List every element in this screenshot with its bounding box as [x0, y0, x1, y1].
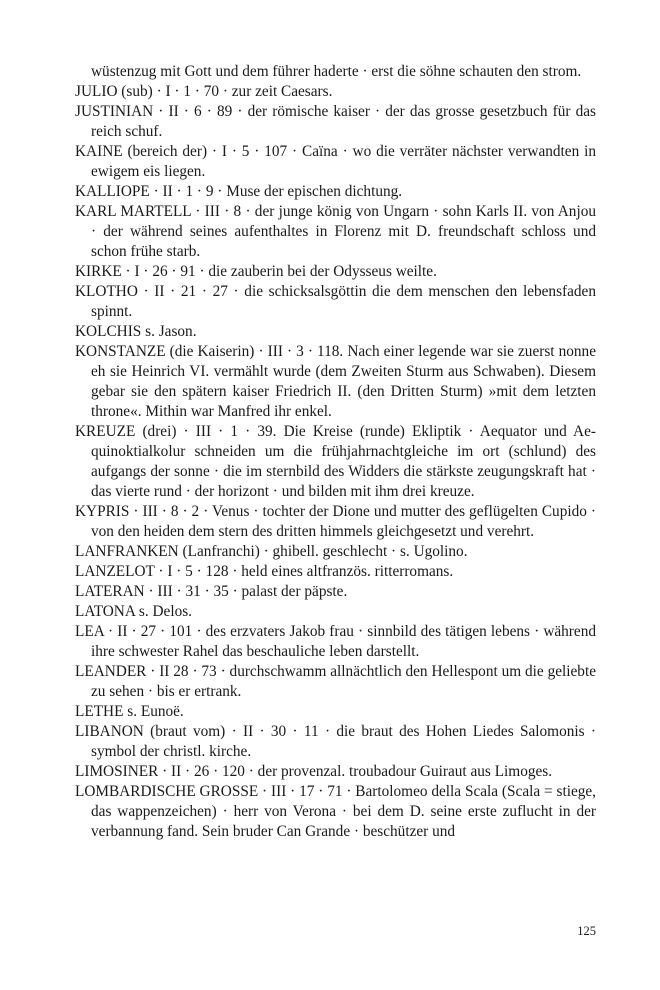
glossary-entry-kirke: KIRKE · I · 26 · 91 · die zauberin bei der Odysseus weilte.	[75, 263, 437, 280]
glossary-entry-lanzelot: LANZELOT · I · 5 · 128 · held eines altfranzös. ritterromans.	[75, 563, 454, 580]
glossary-entry-lea: LEA · II · 27 · 101 · des erzvaters Jakob frau · sinnbild des tätigen lebens · während ihre schwester Rahel das beschauliche leben darstellt.	[75, 623, 596, 660]
glossary-entry-lanfranken: LANFRANKEN (Lanfranchi) · ghibell. geschlecht · s. Ugolino.	[75, 543, 468, 560]
page-number: 125	[577, 924, 596, 938]
glossary-entry-kolchis: KOLCHIS s. Jason.	[75, 323, 197, 340]
glossary-entry-konstanze: KONSTANZE (die Kaiserin) · III · 3 · 118. Nach einer legende war sie zuerst nonne eh sie Heinrich VI. vermählt wurde (dem Zweiten Sturm aus Schwaben). Diesem gebar sie den spätern kaiser Friedrich II. (den Dritten Sturm) »mit dem letzten throne«. Mithin war Manfred ihr enkel.	[75, 343, 596, 420]
glossary-entry-kaine: KAINE (bereich der) · I · 5 · 107 · Caïna · wo die verräter nächster verwandten in ewigem eis liegen.	[75, 143, 596, 180]
glossary-entry-continuation: wüstenzug mit Gott und dem führer haderte · erst die söhne schauten den strom.	[91, 63, 582, 80]
glossary-entry-lethe: LETHE s. Eunoë.	[75, 703, 184, 720]
glossary-entry-limosiner: LIMOSINER · II · 26 · 120 · der provenzal. troubadour Guiraut aus Limoges.	[75, 763, 553, 780]
glossary-entry-justinian: JUSTINIAN · II · 6 · 89 · der römische kaiser · der das grosse gesetzbuch für das reich schuf.	[75, 103, 596, 140]
glossary-entry-kalliope: KALLIOPE · II · 1 · 9 · Muse der epischen dichtung.	[75, 183, 403, 200]
glossary-entry-kreuze: KREUZE (drei) · III · 1 · 39. Die Kreise (runde) Ekliptik · Aequator und Aequinoktialkolur schneiden um die frühjahrnachtgleiche im ort (schlund) des aufgangs der sonne · die im sternbild des Widders die stärkste zeugungskraft hat · das vierte rund · der horizont · und bilden mit ihm drei kreuze.	[75, 423, 596, 500]
glossary-entry-kypris: KYPRIS · III · 8 · 2 · Venus · tochter der Dione und mutter des geflügelten Cupido · von den heiden dem stern des dritten himmels gleichgesetzt und verehrt.	[75, 503, 596, 540]
glossary-entry-lateran: LATERAN · III · 31 · 35 · palast der päpste.	[75, 583, 348, 600]
glossary-entry-libanon: LIBANON (braut vom) · II · 30 · 11 · die braut des Hohen Liedes Salomonis · symbol der christl. kirche.	[75, 723, 596, 760]
glossary-text-block	[75, 62, 596, 842]
glossary-entry-lombardische-grosse: LOMBARDISCHE GROSSE · III · 17 · 71 · Bartolomeo della Scala (Scala = stiege, das wappenzeichen) · herr von Verona · bei dem D. seine erste zuflucht in der verbannung fand. Sein bruder Can Grande · beschützer und	[75, 783, 596, 840]
glossary-entry-julio: JULIO (sub) · I · 1 · 70 · zur zeit Caesars.	[75, 83, 333, 100]
glossary-entry-leander: LEANDER · II 28 · 73 · durchschwamm allnächtlich den Hellespont um die geliebte zu sehen · bis er ertrank.	[75, 663, 596, 700]
glossary-entry-latona: LATONA s. Delos.	[75, 603, 192, 620]
glossary-entry-klotho: KLOTHO · II · 21 · 27 · die schicksalsgöttin die dem menschen den lebensfaden spinnt.	[75, 283, 596, 320]
glossary-entry-karl-martell: KARL MARTELL · III · 8 · der junge könig von Ungarn · sohn Karls II. von Anjou · der während seines aufenthaltes in Florenz mit D. freundschaft schloss und schon frühe starb.	[75, 203, 596, 260]
